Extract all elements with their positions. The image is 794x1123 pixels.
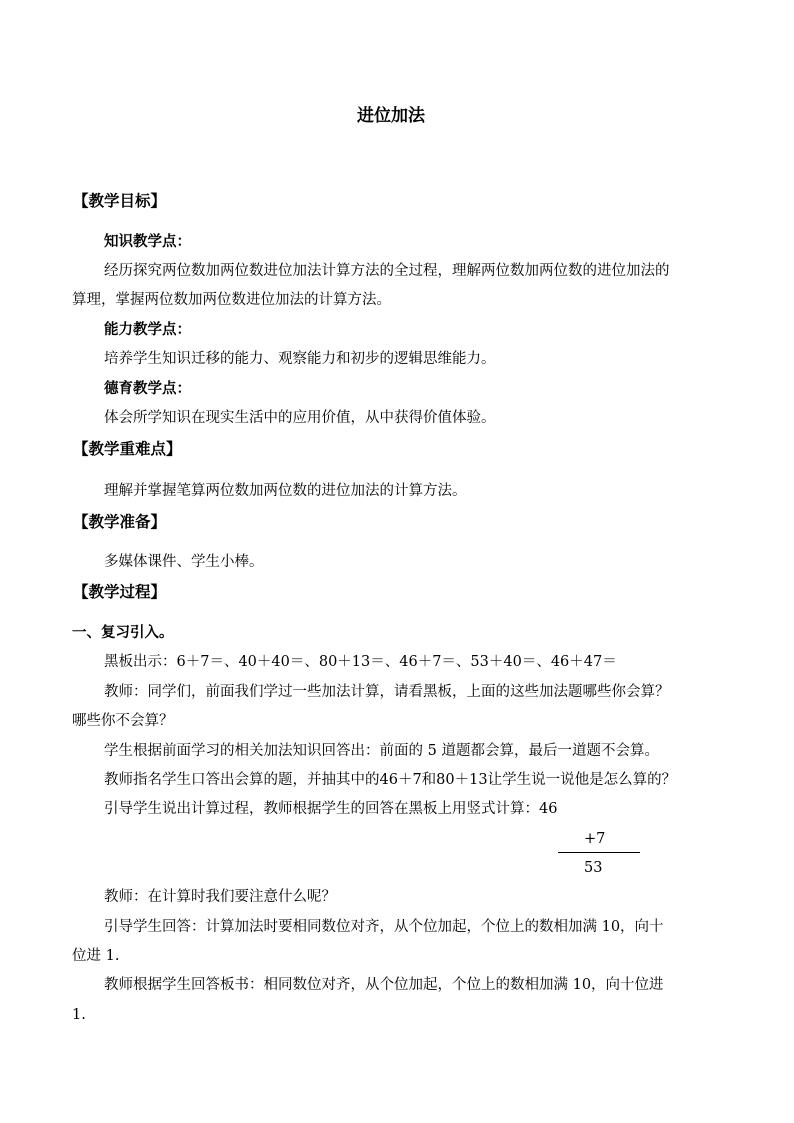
process-line: 教师：在计算时我们要注意什么呢？	[104, 889, 336, 905]
knowledge-text-line-2: 算理，掌握两位数加两位数进位加法的计算方法。	[72, 292, 391, 308]
ability-label: 能力教学点：	[104, 321, 191, 338]
page-title: 进位加法	[357, 106, 425, 126]
section-heading-objectives: 【教学目标】	[73, 191, 167, 210]
process-line: 学生根据前面学习的相关加法知识回答出：前面的 5 道题都会算，最后一道题不会算。	[104, 743, 659, 759]
process-line: 引导学生回答：计算加法时要相同数位对齐，从个位加起，个位上的数相加满 10，向十	[104, 919, 664, 935]
vertical-calc-result: 53	[584, 860, 603, 876]
process-line: 哪些你不会算？	[72, 713, 174, 729]
moral-label: 德育教学点：	[104, 380, 191, 397]
process-line: 1.	[72, 1007, 86, 1023]
process-line: 教师：同学们，前面我们学过一些加法计算，请看黑板，上面的这些加法题哪些你会算？	[104, 684, 670, 700]
preparation-text: 多媒体课件、学生小棒。	[104, 554, 264, 570]
knowledge-label: 知识教学点：	[104, 233, 191, 250]
ability-text: 培养学生知识迁移的能力、观察能力和初步的逻辑思维能力。	[104, 351, 496, 367]
vertical-calc-addend: +7	[584, 831, 606, 847]
vertical-calc-line	[558, 852, 640, 853]
process-line: 教师指名学生口答出会算的题，并抽其中的46＋7和80＋13让学生说一说他是怎么算的？	[104, 772, 677, 788]
process-line: 教师根据学生回答板书：相同数位对齐，从个位加起，个位上的数相加满 10，向十位进	[104, 977, 664, 993]
knowledge-text-line-1: 经历探究两位数加两位数进位加法计算方法的全过程，理解两位数加两位数的进位加法的	[104, 263, 670, 279]
step1-heading: 一、复习引入。	[72, 624, 174, 641]
process-line: 引导学生说出计算过程，教师根据学生的回答在黑板上用竖式计算：46	[104, 801, 558, 817]
moral-text: 体会所学知识在现实生活中的应用价值，从中获得价值体验。	[104, 410, 496, 426]
section-heading-process: 【教学过程】	[73, 582, 167, 601]
key-points-text: 理解并掌握笔算两位数加两位数的进位加法的计算方法。	[104, 483, 467, 499]
section-heading-preparation: 【教学准备】	[73, 512, 167, 531]
section-heading-key-points: 【教学重难点】	[73, 439, 182, 458]
process-line: 黑板出示：6＋7＝、40＋40＝、80＋13＝、46＋7＝、53＋40＝、46＋47＝	[104, 654, 617, 670]
process-line: 位进 1.	[72, 948, 120, 964]
